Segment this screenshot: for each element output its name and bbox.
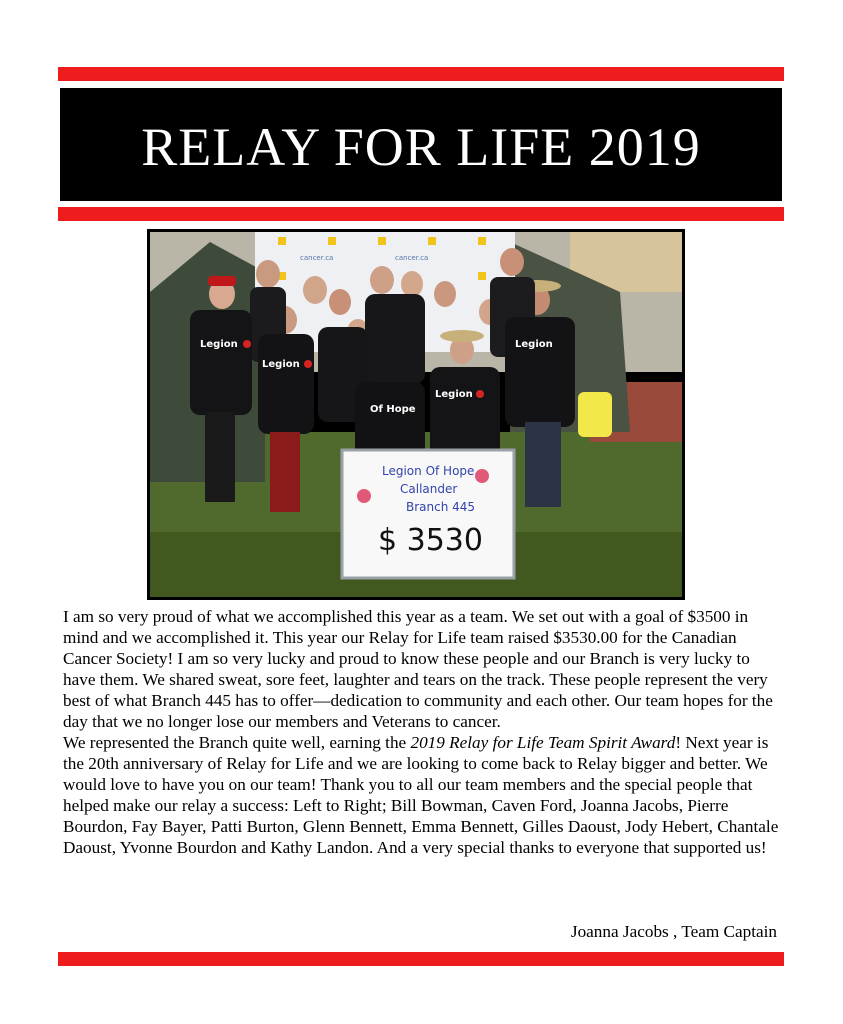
shirt-logo: Legion [200,339,238,350]
paragraph-text: We represented the Branch quite well, earning the [63,733,411,752]
award-name: 2019 Relay for Life Team Spirit Award [410,733,676,752]
shirt-logo: Of Hope [370,404,416,415]
title-banner [60,88,782,201]
sign-amount: $ 3530 [378,523,483,558]
person-legs [525,422,561,507]
straw-hat [440,330,484,342]
poppy-logo [476,390,484,398]
poppy-logo [243,340,251,348]
person-body [190,310,252,415]
bottom-red-bar [58,952,784,966]
person-body [505,317,575,427]
paragraph [63,732,781,858]
person-legs [205,412,235,502]
person-head [303,276,327,304]
person-head [434,281,456,307]
red-cap [208,276,236,286]
person-head [401,271,423,297]
top-red-bar [58,67,784,81]
sign-line: Callander [400,482,458,496]
person-body [258,334,314,434]
fundraising-sign [342,450,514,578]
sign-line: Branch 445 [406,500,476,514]
yellow-shirt [578,392,612,437]
team-photo [150,232,682,597]
sign-line: Legion Of Hope [382,464,475,478]
person-legs [270,432,300,512]
person-head [329,289,351,315]
person-head [370,266,394,294]
sign-poppy [357,489,371,503]
sign-poppy [475,469,489,483]
person-body [355,382,425,457]
paragraph: I am so very proud of what we accomplished this year as a team. We set out with a goal of $3500 in mind and we accomplished it. This year our Relay for Life team raised $3530.00 for the Canadian Cancer Society! I am so very lucky and proud to know these people and our Branch is very lucky to have them. We shared sweat, sore feet, laughter and tears on the track. These people represent the very best of what Branch 445 has to offer—dedication to community and each other. Our team hopes for the day that we no longer lose our members and Veterans to cancer. [63,607,773,731]
paragraph-text: ! Next year is the 20th anniversary of Relay for Life and we are looking to come back to Relay bigger and better. We would love to have you on our team! Thank you to all our team members and the special people that helped make our relay a success: Left to Right; Bill Bowman, Caven Ford, Joanna Jacobs, Pierre Bourdon, Fay Bayer, Patti Burton, Glenn Bennett, Emma Bennett, Gilles Daoust, Jody Hebert, Chantale Daoust, Yvonne Bourdon and Kathy Landon. And a very special thanks to everyone that supported us! [63,733,779,857]
banner-text: cancer.ca [300,254,334,262]
shirt-logo: Legion [435,389,473,400]
poppy-logo [304,360,312,368]
signature: Joanna Jacobs , Team Captain [570,922,777,941]
shirt-logo: Legion [262,359,300,370]
person-head [256,260,280,288]
person-head [500,248,524,276]
team-photo-frame [147,229,685,600]
banner-text: cancer.ca [395,254,429,262]
middle-red-bar [58,207,784,221]
article-body [63,606,781,858]
shirt-logo: Legion [515,339,553,350]
person-body [365,294,425,384]
page-title: RELAY FOR LIFE 2019 [141,116,701,177]
person-body [430,367,500,457]
